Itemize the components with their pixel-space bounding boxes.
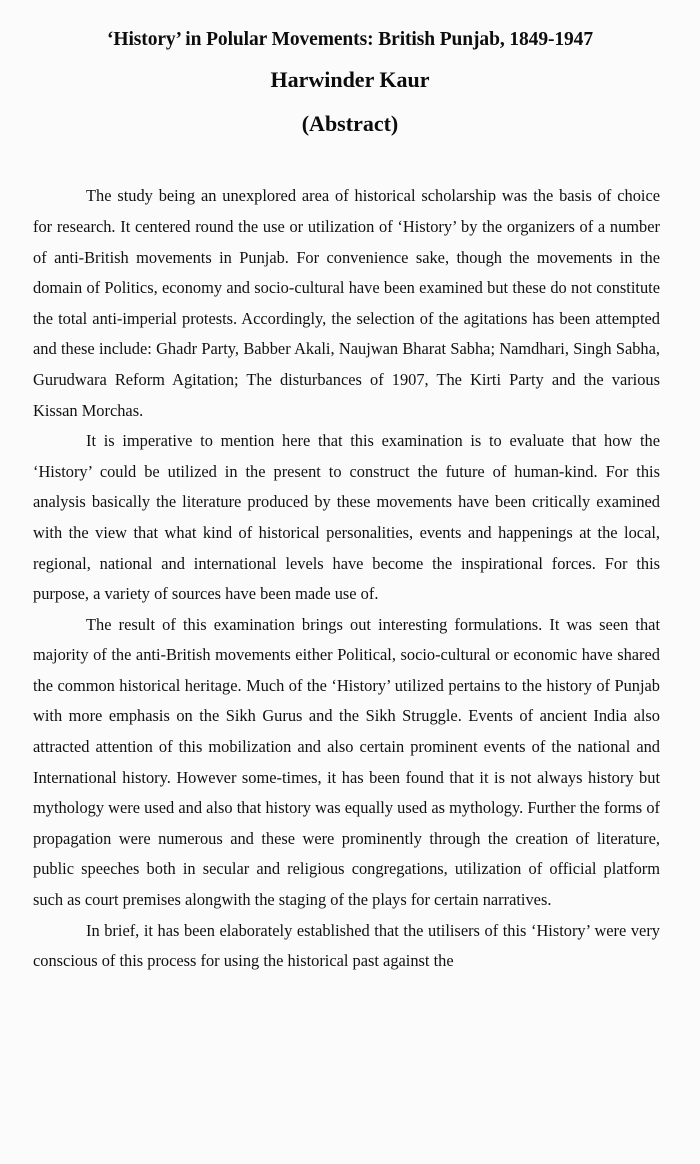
abstract-paragraph-4: In brief, it has been elaborately established that the utilisers of this ‘History’ were very conscious of this process for using the historical past against the [33,920,660,971]
section-label-abstract: (Abstract) [301,110,399,136]
document-header [0,0,700,137]
abstract-paragraph-3: The result of this examination brings out interesting formulations. It was seen that majority of the anti-British movements either Political, socio-cultural or economic have shared the common historical heritage. Much of the ‘History’ utilized pertains to the history of Punjab with more emphasis on the Sikh Gurus and the Sikh Struggle. Events of ancient India also attracted attention of this mobilization and also certain prominent events of the national and International history. However some-times, it has been found that it is not always history but mythology were used and also that history was equally used as mythology. Further the forms of propagation were numerous and these were prominently through the creation of literature, public speeches both in secular and religious congregations, utilization of official platform such as court premises alongwith the staging of the plays for certain narratives. [33,614,660,910]
abstract-paragraph-1: The study being an unexplored area of historical scholarship was the basis of choice for research. It centered round the use or utilization of ‘History’ by the organizers of a number of anti-British movements in Punjab. For convenience sake, though the movements in the domain of Politics, economy and socio-cultural have been examined but these do not constitute the total anti-imperial protests. Accordingly, the selection of the agitations has been attempted and these include: Ghadr Party, Babber Akali, Naujwan Bharat Sabha; Namdhari, Singh Sabha, Gurudwara Reform Agitation; The disturbances of 1907, The Kirti Party and the various Kissan Morchas. [33,186,660,420]
author-name: Harwinder Kaur [270,67,430,93]
page-title: ‘History’ in Polular Movements: British Punjab, 1849-1947 [107,29,593,50]
abstract-paragraph-2: It is imperative to mention here that this examination is to evaluate that how the ‘History’ could be utilized in the present to construct the future of human-kind. For this analysis basically the literature produced by these movements have been critically examined with the view that what kind of historical personalities, events and happenings at the local, regional, national and international levels have become the inspirational forces. For this purpose, a variety of sources have been made use of. [33,431,660,604]
abstract-body [33,181,660,976]
